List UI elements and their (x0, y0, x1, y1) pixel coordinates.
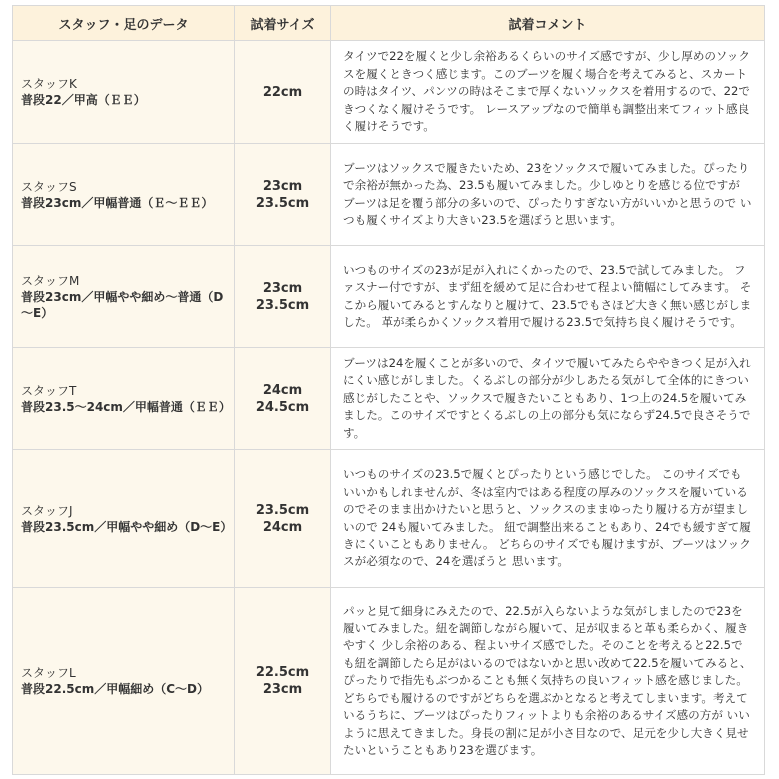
header-comment: 試着コメント (331, 6, 765, 41)
foot-data: 普段22／甲高（ＥＥ） (21, 93, 146, 107)
size-cell (235, 144, 331, 246)
comment-cell: タイツで22を履くと少し余裕あるくらいのサイズ感ですが、少し厚めのソックスを履くときつく感じます。このブーツを履く場合を考えてみると、スカートの時はタイツ、パンツの時はそこまで厚くないソックスを着用するので、22できつくなく履けそうです。 レースアップなので簡単も調整出来てフィット感良く履けそうです。 (331, 41, 765, 144)
staff-cell (13, 450, 235, 588)
foot-data: 普段23.5cm／甲幅やや細め（D～E） (21, 519, 233, 534)
size-value: 24.5cm (255, 399, 310, 415)
header-row (13, 6, 765, 41)
staff-name: スタッフS (21, 179, 77, 194)
comment-cell: いつものサイズの23が足が入れにくかったので、23.5で試してみました。 ファスナー付ですが、まず紐を緩めて足に合わせて程よい簡幅にしてみます。 そこから履いてみるとすんなりと履けて、23.5でもさほど大きく無い感じがしました。 革が柔らかくソックス着用で履ける23.5で気持ち良く履けそうです。 (331, 246, 765, 348)
size-cell (235, 41, 331, 144)
size-value: 24cm (262, 519, 303, 535)
foot-data: 普段23cm／甲幅普通（Ｅ～ＥＥ） (21, 195, 214, 210)
foot-data: 普段23cm／甲幅やや細め～普通（D～E） (21, 289, 224, 320)
table-row (13, 588, 765, 775)
size-value: 22.5cm (255, 665, 310, 680)
header-size: 試着サイズ (235, 6, 331, 41)
table-row (13, 144, 765, 246)
comment-cell: ブーツはソックスで履きたいため、23をソックスで履いてみました。ぴったりで余裕が無かった為、23.5も履いてみました。少しゆとりを感じる位ですが ブーツは足を覆う部分の多いので、ぴったりすぎない方がいいかと思うので いつも履くサイズより大きい23.5を選ぼうと思います。 (331, 144, 765, 246)
size-value: 23cm (262, 178, 303, 194)
comment-cell: いつものサイズの23.5で履くとぴったりという感じでした。 このサイズでもいいかもしれませんが、冬は室内ではある程度の厚みのソックスを履いているのでそのまま出かけたいと思うと、ソックスのままゆったり履ける方が望ましいので 24も履いてみました。 紐で調整出来ることもあり、24でも緩すぎて履きにくいこともありません。 どちらのサイズでも履けますが、ブーツはソックスが必須なので、24を選ぼうと 思います。 (331, 450, 765, 588)
comment-cell: ブーツは24を履くことが多いので、タイツで履いてみたらややきつく足が入れにくい感じがしました。くるぶしの部分が少しあたる気がして全体的にきつい感じがしたことや、ソックスで履きたいこともあり、1つ上の24.5を履いてみました。このサイズですとくるぶしの上の部分も気にならず24.5で良さそうです。 (331, 348, 765, 450)
foot-data: 普段23.5～24cm／甲幅普通（ＥＥ） (21, 399, 231, 414)
table-row (13, 41, 765, 144)
staff-name: スタッフT (21, 383, 77, 398)
staff-cell (13, 588, 235, 775)
header-staff: スタッフ・足のデータ (13, 6, 235, 41)
comment-cell: パッと見て細身にみえたので、22.5が入らないような気がしましたので23を履いてみました。紐を調節しながら履いて、足が収まると革も柔らかく、履きやすく 少し余裕のある、程よいサイズ感でした。そのことを考えると22.5でも紐を調節したら足がはいるのではないかと思い改めて22.5を履いてみると、ぴったりで指先もぶつかることも無く気持ちの良いフィット感を感じました。どちらでも履けるのですがどちらを選ぶかとなると考えてしまいます。考えているうちに、ブーツはぴったりフィットよりも余裕のあるサイズ感の方が いいように思えてきました。身長の割に足が小さ目なので、足元を少し大きく見せたいということもあり23を選びます。 (331, 588, 765, 775)
size-cell (235, 246, 331, 348)
size-value: 23cm (262, 280, 303, 296)
size-value: 24cm (262, 382, 303, 398)
table-row (13, 348, 765, 450)
size-value: 23.5cm (255, 502, 310, 518)
size-cell (235, 588, 331, 775)
staff-cell (13, 246, 235, 348)
size-comparison-table (12, 5, 765, 775)
size-value: 23.5cm (255, 297, 310, 313)
size-cell (235, 450, 331, 588)
size-value: 22cm (262, 84, 303, 100)
staff-cell (13, 348, 235, 450)
size-cell (235, 348, 331, 450)
staff-name: スタッフK (21, 77, 77, 91)
size-value: 23.5cm (255, 195, 310, 211)
staff-cell (13, 144, 235, 246)
staff-cell (13, 41, 235, 144)
table-row (13, 450, 765, 588)
staff-name: スタッフJ (21, 503, 73, 518)
foot-data: 普段22.5cm／甲幅細め（C～D） (21, 682, 209, 696)
table-row (13, 246, 765, 348)
staff-name: スタッフL (21, 666, 76, 680)
staff-name: スタッフM (21, 273, 80, 288)
size-value: 23cm (262, 682, 303, 697)
